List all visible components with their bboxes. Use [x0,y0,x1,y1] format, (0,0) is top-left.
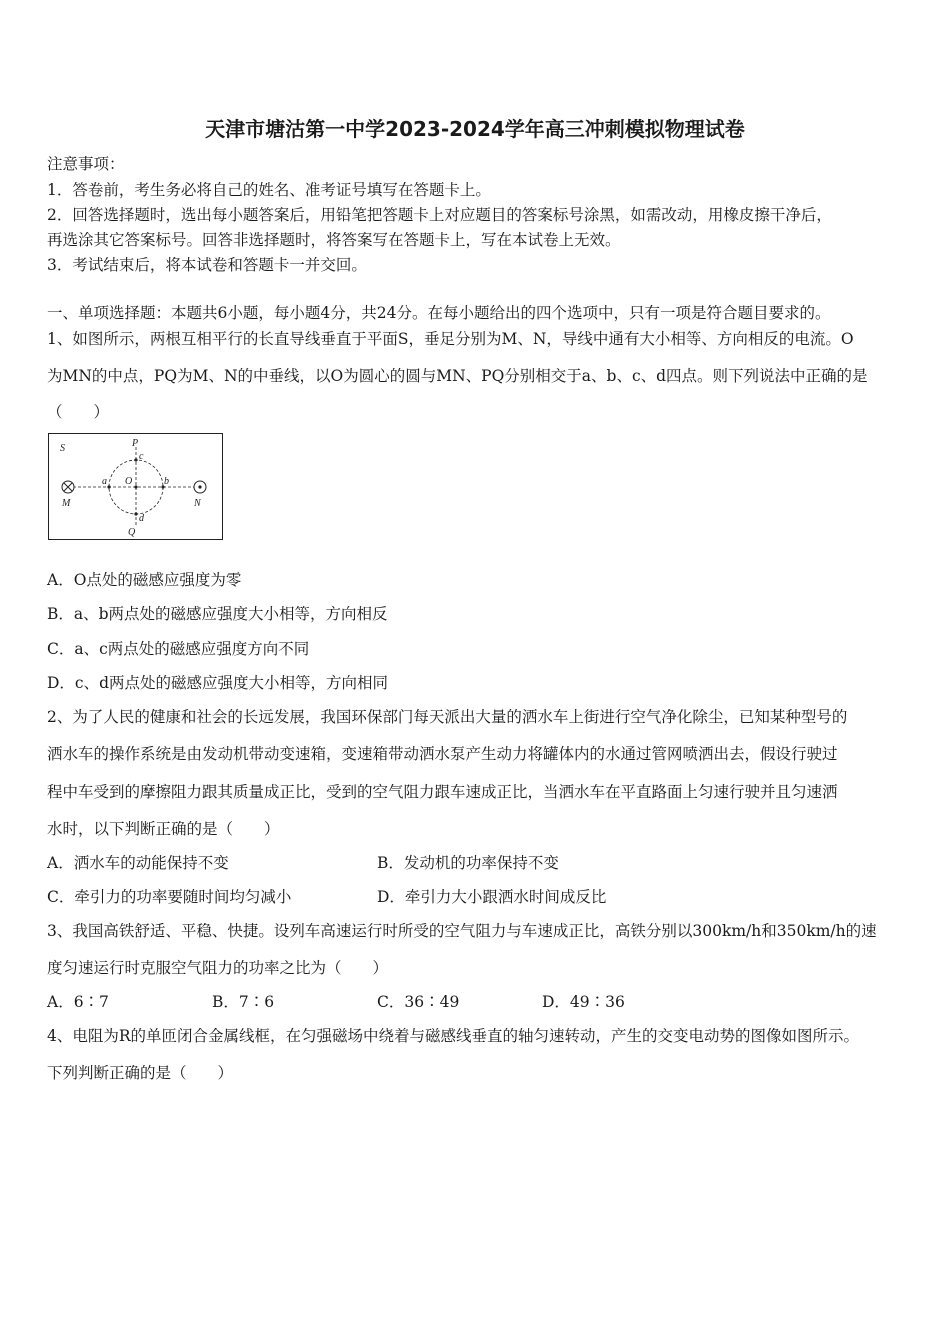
wire-n-out-of-page-icon [194,481,206,493]
label-b: b [164,476,169,487]
option-c: C．a、c两点处的磁感应强度方向不同 [47,640,310,658]
page-title: 天津市塘沽第一中学2023-2024学年高三冲刺模拟物理试卷 [205,117,745,141]
point-d [134,512,137,515]
label-m: M [62,498,71,509]
label-s: S [60,443,65,454]
option-b: B．7∶6 [212,993,275,1011]
magnetic-field-diagram [48,433,224,541]
question-3-line: 3、我国高铁舒适、平稳、快捷。设列车高速运行时所受的空气阻力与车速成正比，高铁分别以300km/h和350km/h的速 [47,922,877,940]
label-d: d [139,513,144,524]
section-heading: 一、单项选择题：本题共6小题，每小题4分，共24分。在每小题给出的四个选项中，只有一项是符合题目要求的。 [47,304,831,322]
option-a: A．O点处的磁感应强度为零 [47,571,242,589]
question-1-line: （ ） [47,403,110,421]
question-4-line: 4、电阻为R的单匝闭合金属线框，在匀强磁场中绕着与磁感线垂直的轴匀速转动，产生的交变电动势的图像如图所示。 [47,1027,860,1045]
point-o [134,485,137,488]
option-d: D．c、d两点处的磁感应强度大小相等，方向相同 [47,674,389,692]
question-2-line: 程中车受到的摩擦阻力跟其质量成正比，受到的空气阻力跟车速成正比，当洒水车在平直路面上匀速行驶并且匀速洒 [47,783,838,801]
option-c: C．36∶49 [377,993,460,1011]
question-2-line: 水时，以下判断正确的是（ ） [47,820,280,838]
option-b: B．a、b两点处的磁感应强度大小相等，方向相反 [47,605,388,623]
option-d: D．牵引力大小跟洒水时间成反比 [377,888,607,906]
notice-item: 1．答卷前，考生务必将自己的姓名、准考证号填写在答题卡上。 [47,181,491,199]
label-a: a [102,476,107,487]
notice-heading: 注意事项： [47,155,125,173]
question-1-line: 1、如图所示，两根互相平行的长直导线垂直于平面S，垂足分别为M、N，导线中通有大小相等、方向相反的电流。O [47,330,854,348]
notice-item: 2．回答选择题时，选出每小题答案后，用铅笔把答题卡上对应题目的答案标号涂黑，如需改动，用橡皮擦干净后， [47,206,832,224]
question-1-line: 为MN的中点，PQ为M、N的中垂线，以O为圆心的圆与MN、PQ分别相交于a、b、c、d四点。则下列说法中正确的是 [47,367,868,385]
notice-item: 再选涂其它答案标号。回答非选择题时，将答案写在答题卡上，写在本试卷上无效。 [47,231,621,249]
notice-item: 3．考试结束后，将本试卷和答题卡一并交回。 [47,256,367,274]
label-q: Q [128,527,136,538]
point-c [134,458,137,461]
option-a: A．洒水车的动能保持不变 [47,854,229,872]
question-4-line: 下列判断正确的是（ ） [47,1064,234,1082]
question-3-line: 度匀速运行时克服空气阻力的功率之比为（ ） [47,959,389,977]
question-2-line: 洒水车的操作系统是由发动机带动变速箱，变速箱带动洒水泵产生动力将罐体内的水通过管网喷洒出去，假设行驶过 [47,745,838,763]
label-o: O [125,476,133,487]
option-d: D．49∶36 [542,993,625,1011]
point-a [107,485,110,488]
label-c: c [139,451,144,462]
option-b: B．发动机的功率保持不变 [377,854,559,872]
option-c: C．牵引力的功率要随时间均匀减小 [47,888,292,906]
label-n: N [194,498,201,509]
label-p: P [132,438,139,449]
option-a: A．6∶7 [47,993,109,1011]
question-2-line: 2、为了人民的健康和社会的长远发展，我国环保部门每天派出大量的洒水车上街进行空气净化除尘，已知某种型号的 [47,708,848,726]
wire-m-into-page-icon [62,481,74,493]
